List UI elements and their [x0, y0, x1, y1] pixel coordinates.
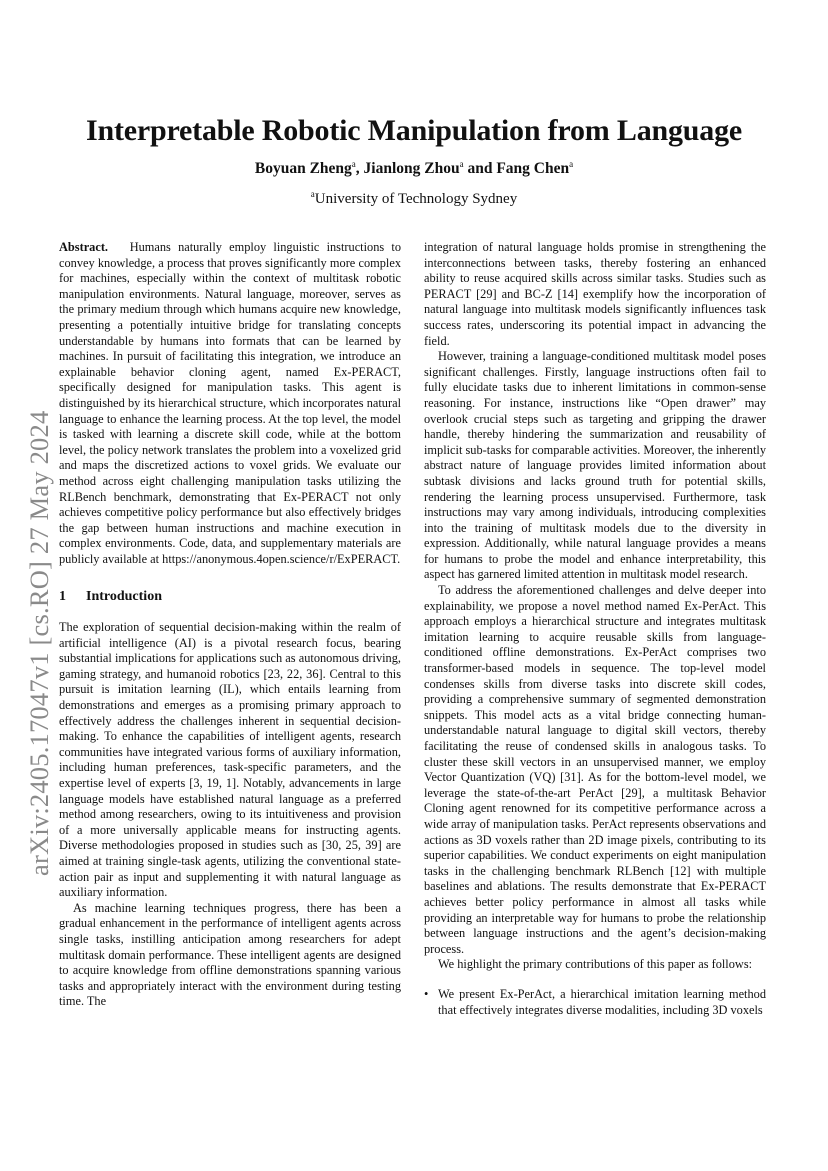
affiliation: [60, 191, 768, 208]
paper-title: Interpretable Robotic Manipulation from Language: [86, 114, 742, 147]
author-name: Boyuan Zheng: [254, 160, 352, 177]
arxiv-sidebar-stamp[interactable]: arXiv:2405.17047v1 [cs.RO] 27 May 2024: [24, 410, 54, 876]
affiliation-mark: a: [569, 158, 574, 169]
author-list: [60, 160, 768, 178]
affiliation-mark: a: [459, 158, 464, 169]
left-column: [59, 240, 401, 1010]
right-column: [424, 240, 766, 1018]
body-paragraph: However, training a language-conditioned multitask model poses significant challenges. Firstly, language instructions often fail to fully elucidate tasks due to inherent limitations in common-sense reasoning. For instance, instructions like “Open drawer” may overlook crucial steps such as targeting and gripping the drawer handle, thereby hindering the summarization and reusability of implicit sub-tasks for comparable activities. Moreover, the inherently abstract nature of language provides limited information about subtask divisions and lacks ground truth for potential skills, rendering the learning process unsupervised. Furthermore, task instructions may vary among individuals, introducing complexities into the training of multitask models due to the diversity in expression. Additionally, while natural language provides a means for humans to probe the model and enhance interpretability, this aspect has garnered limited attention in multitask model research.: [424, 349, 766, 582]
contribution-list: [424, 987, 766, 1018]
abstract: [59, 240, 401, 567]
list-item: [424, 987, 766, 1018]
list-item-text: We present Ex-PerAct, a hierarchical imitation learning method that effectively integrates diverse modalities, including 3D voxels: [438, 986, 766, 1017]
affiliation-mark: a: [351, 158, 356, 169]
author-separator: ,: [355, 160, 364, 177]
affiliation-name: University of Technology Sydney: [314, 191, 518, 207]
author-separator: and: [463, 160, 497, 177]
abstract-text: Humans naturally employ linguistic instructions to convey knowledge, a process that proves significantly more complex for machines, especially within the context of multitask robotic manipulation environments. Natural language, moreover, serves as the primary medium through which humans acquire new knowledge, presenting a potentially intuitive bridge for translating concepts understandable by humans into formats that can be learned by machines. In pursuit of facilitating this integration, we introduce an explainable behavior cloning agent, named Ex-PERACT, specifically designed for manipulation tasks. This agent is distinguished by its hierarchical structure, which incorporates natural language to enhance the learning process. At the top level, the model is tasked with learning a discrete skill code, while at the bottom level, the policy network translates the problem into a voxelized grid and maps the discretized actions to voxel grids. We evaluate our method across eight challenging manipulation tasks utilizing the RLBench benchmark, demonstrating that Ex-PERACT not only achieves competitive policy performance but also effectively bridges the gap between human instructions and machine execution in complex environments. Code, data, and supplementary materials are publicly available at https://anonymous.4open.science/r/ExPERACT.: [59, 240, 401, 566]
body-paragraph: As machine learning techniques progress, there has been a gradual enhancement in the performance of intelligent agents across single tasks, instilling anticipation among researchers for adept multitask domain performance. These intelligent agents are designed to acquire knowledge from offline demonstrations spanning various tasks and appropriately interact with the environment during testing time. The: [59, 900, 401, 1009]
body-paragraph: To address the aforementioned challenges and delve deeper into explainability, we propose a novel method named Ex-PerAct. This approach employs a hierarchical structure and integrates multitask imitation learning to acquire reusable skills from language-conditioned offline demonstrations. Ex-PerAct comprises two transformer-based models in sequence. The top-level model condenses skills from diverse tasks into discrete skill codes, providing a comprehensive summary of segmented demonstration snippets. This model acts as a vital bridge connecting human-understandable natural language to digital skill vectors, thereby facilitating the reuse of condensed skills in analogous tasks. To cluster these skill vectors in an unsupervised manner, we employ Vector Quantization (VQ) [31]. As for the bottom-level model, we leverage the state-of-the-art PerAct [29], a multitask Behavior Cloning agent renowned for its competitive performance across a wide array of manipulation tasks. PerAct represents observations and actions as 3D voxels rather than 2D image pixels, contributing to its superior capabilities. We conduct experiments on eight manipulation tasks in the challenging benchmark RLBench [12] with multiple baselines and ablations. The results demonstrate that Ex-PERACT achieves better policy performance in almost all tasks while providing an interpretable way for humans to probe the relationship between language instructions and the agent’s decision-making process.: [424, 583, 766, 956]
body-paragraph: The exploration of sequential decision-making within the realm of artificial intelligence (AI) is a pivotal research focus, bearing substantial implications for applications such as autonomous driving, gaming strategy, and humanoid robotics [23, 22, 36]. Central to this pursuit is imitation learning (IL), which entails learning from demonstrations and emerges as a promising primary approach to effectively address the challenges inherent in sequential decision-making. To enhance the capabilities of intelligent agents, research communities have integrated various forms of auxiliary information, including human preferences, task-specific parameters, and the expertise level of experts [3, 19, 1]. Notably, advancements in large language models have established natural language as a preferred method among researchers, owing to its intuitiveness and provision of a more universally applicable means for instructing agents. Diverse methodologies proposed in studies such as [30, 25, 39] are aimed at training single-task agents, utilizing the conventional state-action pair as input and supplementing it with natural language as auxiliary information.: [59, 620, 401, 900]
abstract-label: Abstract.: [59, 240, 109, 254]
section-number: 1: [59, 589, 66, 605]
author-name: Fang Chen: [496, 160, 570, 177]
body-paragraph: We highlight the primary contributions of this paper as follows:: [438, 957, 753, 972]
bullet-icon: •: [424, 986, 429, 1001]
section-title: Introduction: [86, 589, 162, 605]
body-paragraph: integration of natural language holds promise in strengthening the interconnections between tasks, thereby fostering an enhanced ability to reuse acquired skills across similar tasks. Studies such as PERACT [29] and BC-Z [14] exemplify how the incorporation of natural language into multitask models significantly influences task success rates, underscoring its potential impact in advancing the field.: [424, 240, 766, 348]
section-heading: [59, 589, 401, 605]
author-name: Jianlong Zhou: [363, 160, 460, 177]
affiliation-mark: a: [310, 189, 315, 199]
